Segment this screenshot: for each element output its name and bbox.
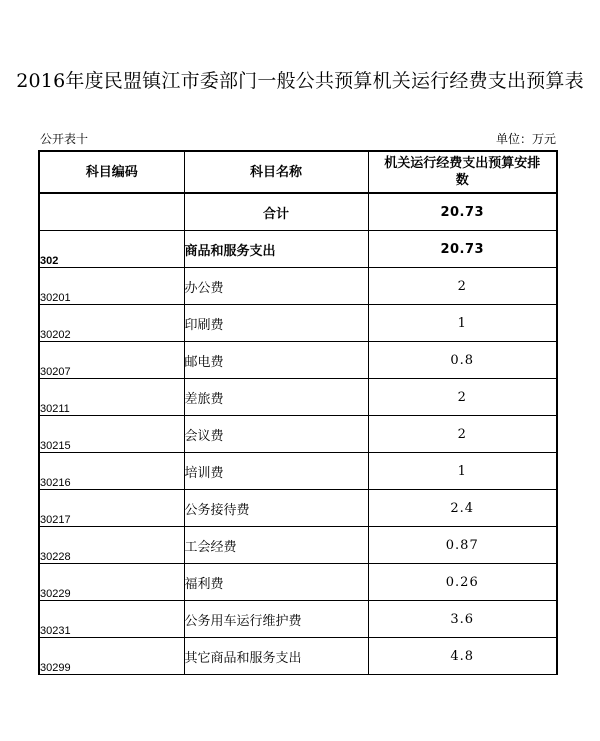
row-code: 30217 <box>39 490 184 527</box>
total-row <box>39 193 557 231</box>
row-name: 会议费 <box>184 416 368 453</box>
row-amount: 2 <box>368 416 557 453</box>
table-row <box>39 379 557 416</box>
table-row <box>39 231 557 268</box>
row-amount: 2 <box>368 268 557 305</box>
total-amount: 20.73 <box>368 193 557 231</box>
row-code: 30201 <box>39 268 184 305</box>
row-name: 办公费 <box>184 268 368 305</box>
row-name: 邮电费 <box>184 342 368 379</box>
row-name: 印刷费 <box>184 305 368 342</box>
row-code: 30207 <box>39 342 184 379</box>
row-amount: 0.87 <box>368 527 557 564</box>
total-name: 合计 <box>184 193 368 231</box>
table-row <box>39 601 557 638</box>
row-amount: 4.8 <box>368 638 557 675</box>
row-code: 30216 <box>39 453 184 490</box>
row-amount: 2.4 <box>368 490 557 527</box>
table-header-row <box>39 151 557 193</box>
row-name: 公务用车运行维护费 <box>184 601 368 638</box>
total-code <box>39 193 184 231</box>
row-name: 工会经费 <box>184 527 368 564</box>
table-row <box>39 527 557 564</box>
row-name: 福利费 <box>184 564 368 601</box>
row-amount: 1 <box>368 305 557 342</box>
row-amount: 1 <box>368 453 557 490</box>
row-code: 30228 <box>39 527 184 564</box>
unit-label: 单位：万元 <box>495 132 556 146</box>
budget-table <box>38 150 558 675</box>
header-amount: 机关运行经费支出预算安排数 <box>368 151 557 193</box>
row-name: 商品和服务支出 <box>184 231 368 268</box>
table-row <box>39 268 557 305</box>
table-row <box>39 453 557 490</box>
row-amount: 0.8 <box>368 342 557 379</box>
row-amount: 20.73 <box>368 231 557 268</box>
table-row <box>39 564 557 601</box>
row-code: 30202 <box>39 305 184 342</box>
row-code: 30229 <box>39 564 184 601</box>
row-code: 30231 <box>39 601 184 638</box>
row-amount: 2 <box>368 379 557 416</box>
row-name: 其它商品和服务支出 <box>184 638 368 675</box>
header-code: 科目编码 <box>39 151 184 193</box>
row-code: 30215 <box>39 416 184 453</box>
table-row <box>39 305 557 342</box>
table-row <box>39 490 557 527</box>
row-code: 302 <box>39 231 184 268</box>
table-row <box>39 342 557 379</box>
row-code: 30299 <box>39 638 184 675</box>
row-amount: 0.26 <box>368 564 557 601</box>
table-row <box>39 638 557 675</box>
page-title: 2016年度民盟镇江市委部门一般公共预算机关运行经费支出预算表 <box>16 70 584 92</box>
row-name: 培训费 <box>184 453 368 490</box>
row-code: 30211 <box>39 379 184 416</box>
row-name: 公务接待费 <box>184 490 368 527</box>
table-row <box>39 416 557 453</box>
row-name: 差旅费 <box>184 379 368 416</box>
table-number: 公开表十 <box>40 132 89 146</box>
header-name: 科目名称 <box>184 151 368 193</box>
row-amount: 3.6 <box>368 601 557 638</box>
